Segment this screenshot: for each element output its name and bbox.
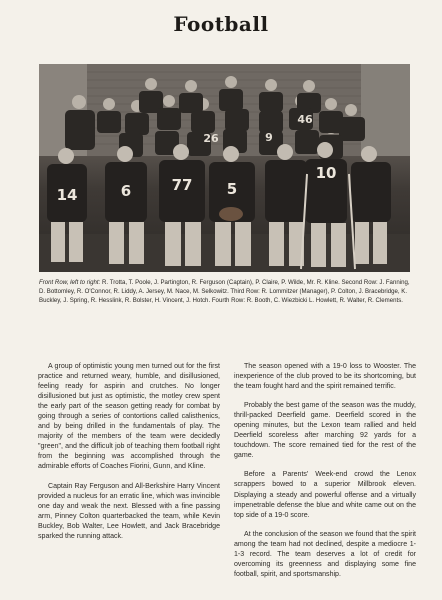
jersey-number: 9 <box>265 131 273 144</box>
photo-caption <box>39 278 410 306</box>
left-column <box>38 362 220 592</box>
jersey-number: 14 <box>56 186 78 204</box>
jersey-number: 6 <box>120 182 132 200</box>
team-photo <box>39 64 410 272</box>
jersey-number: 26 <box>203 132 219 145</box>
page-title: Football <box>173 12 269 36</box>
article-body <box>38 362 416 592</box>
article-paragraph: A group of optimistic young men turned out for the first practice and returned weary, humble, and disillusioned, feeling ready for aspirin and crutches. No longer disillusioned but just as optimistic, the motley crew spent the early part of the season getting ready for combat by going through a series of contortions called calisthenics, and by being drilled in the fundamentals of play. The majority of the members of the team were decidedly "green", and the difficult job of teaching them football right from the beginning was accomplished through the admirable efforts of Coaches Fiorini, Gunn, and Kline. <box>38 363 220 471</box>
article-paragraph: Probably the best game of the season was the muddy, thrill-packed Deerfield game. Deerfield scored in the opening minutes, but the Lexon team rallied and held Deerfield scoreless after marching 92 yards for a touchdown. The score remained tied for the rest of the game. <box>234 402 416 460</box>
jersey-number: 10 <box>315 164 337 182</box>
article-paragraph: The season opened with a 19-0 loss to Wooster. The inexperience of the club proved to be its shortcoming, but the team fought hard and the spirit remained terrific. <box>234 363 416 391</box>
right-column <box>234 362 416 592</box>
article-paragraph: Before a Parents' Week-end crowd the Lenox scrappers bowed to a superior Millbrook eleven. Displaying a steady and powerful offense and a virtually impenetrable defense the blue and white came out on the top side of a 19-0 score. <box>234 471 416 519</box>
jersey-number: 46 <box>297 113 313 126</box>
article-paragraph: Captain Ray Ferguson and All-Berkshire Harry Vincent provided a nucleus for an erratic line, which was invincible one day and weak the next. Blessed with a fine passing arm, Pinney Colton quarterbacked the team, while Kevin Buckley, Bob Walter, Lee Howlett, and Jack Bracebridge sparked the running attack. <box>38 482 220 540</box>
jersey-number: 77 <box>171 176 193 194</box>
article-paragraph: At the conclusion of the season we found that the spirit among the team had not declined, despite a mediocre 1-1-3 record. The team deserves a lot of credit for overcoming its greenness and displaying some fine football, spirit, and sportsmanship. <box>234 530 416 578</box>
caption-lead: Front Row, left to right: <box>39 279 101 286</box>
jersey-number: 5 <box>226 180 238 198</box>
caption-names: R. Trotta, T. Poole, J. Partington, R. Ferguson (Captain), P. Claire, P. Wilde, Mr. R. Kline. Second Row: J. Fanning, D. Bottomley, R. O'Connor, R. Liddy, A. Jersey, M. Nace, M. Selkowitz. Third Row: R. Lommitzer (Manager), P. Colton, J. Bracebridge, K. Buckley, J. Spring, R. Hesslink, R. Bolster, H. Vincent, J. Hotch. Fourth Row: R. Booth, C. Wiezbicki L. Howlett, R. Walter, R. Clements. <box>39 279 410 305</box>
